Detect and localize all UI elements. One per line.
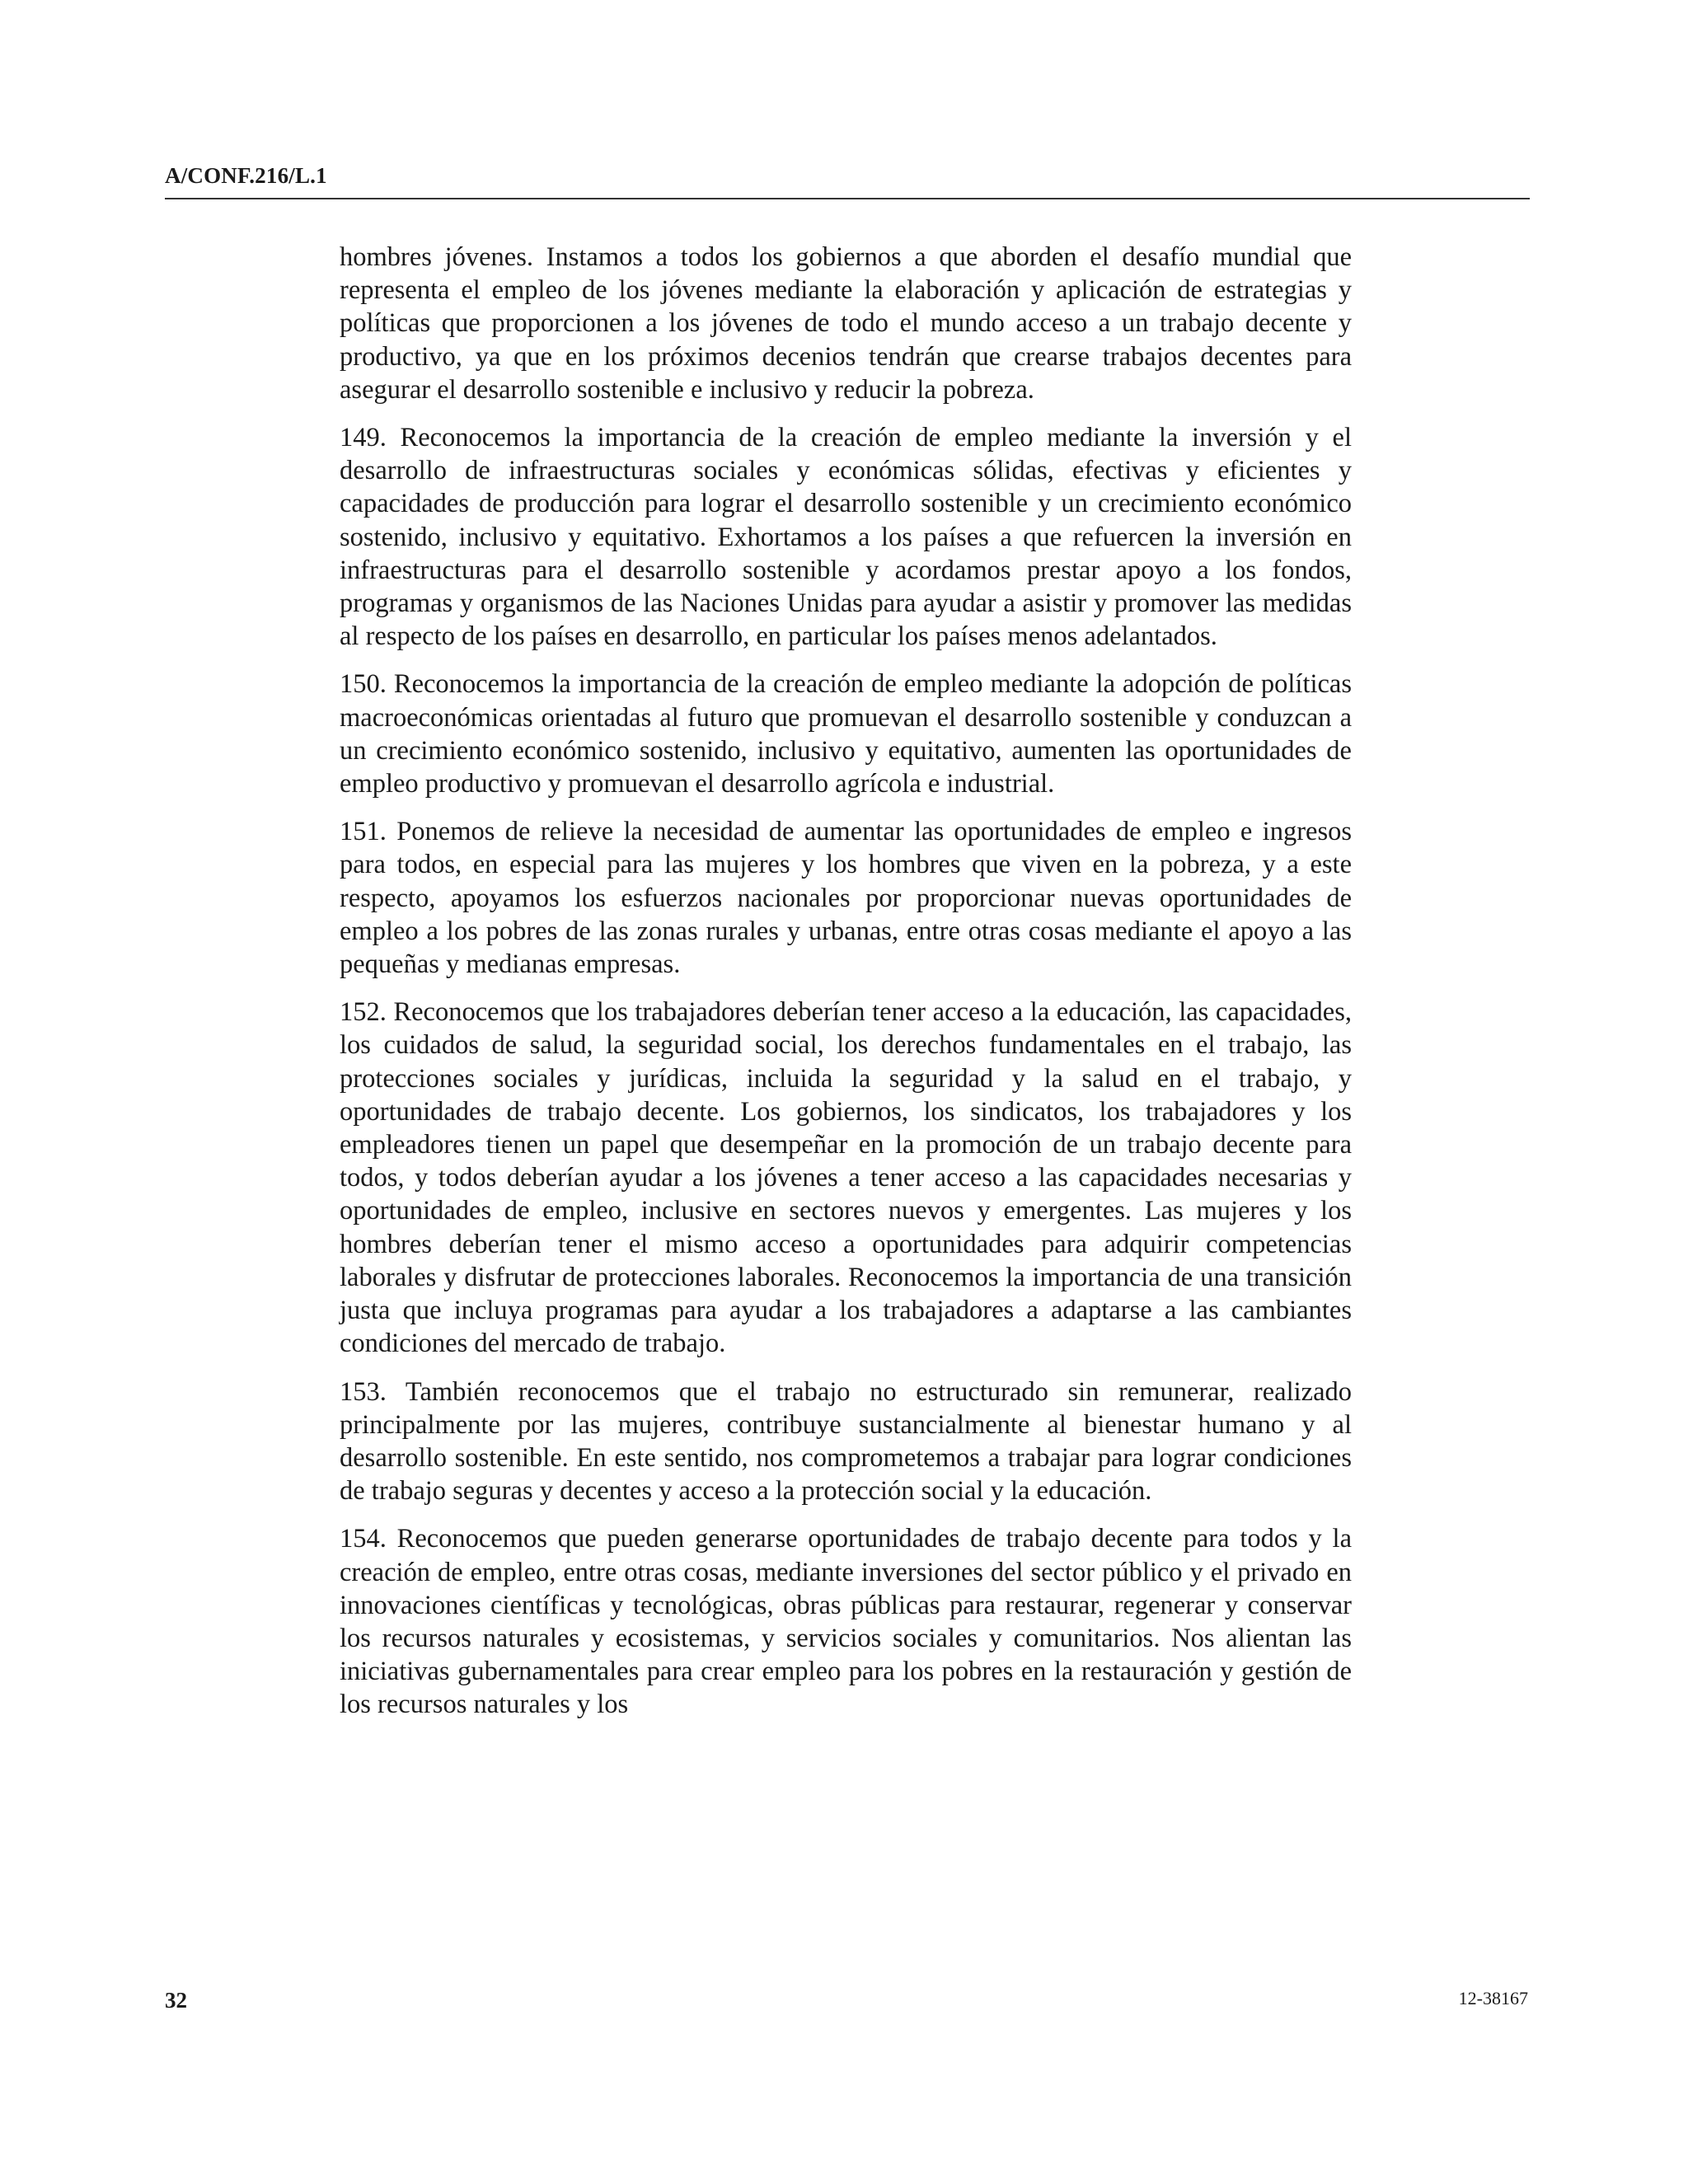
page-number: 32 (165, 1988, 187, 2013)
paragraph-152: 152. Reconocemos que los trabajadores deberían tener acceso a la educación, las capacidades, los cuidados de salud, la seguridad social, los derechos fundamentales en el trabajo, las protecciones sociales y jurídicas, incluida la seguridad y la salud en el trabajo, y oportunidades de trabajo decente. Los gobiernos, los sindicatos, los trabajadores y los empleadores tienen un papel que desempeñar en la promoción de un trabajo decente para todos, y todos deberían ayudar a los jóvenes a tener acceso a las capacidades necesarias y oportunidades de empleo, inclusive en sectores nuevos y emergentes. Las mujeres y los hombres deberían tener el mismo acceso a oportunidades para adquirir competencias laborales y disfrutar de protecciones laborales. Reconocemos la importancia de una transición justa que incluya programas para ayudar a los trabajadores a adaptarse a las cambiantes condiciones del mercado de trabajo. (340, 997, 1352, 1359)
document-body (340, 241, 1352, 1736)
paragraph-continuation: hombres jóvenes. Instamos a todos los gobiernos a que aborden el desafío mundial que representa el empleo de los jóvenes mediante la elaboración y aplicación de estrategias y políticas que proporcionen a los jóvenes de todo el mundo acceso a un trabajo decente y productivo, ya que en los próximos decenios tendrán que crearse trabajos decentes para asegurar el desarrollo sostenible e inclusivo y reducir la pobreza. (340, 242, 1352, 405)
paragraph-153: 153. También reconocemos que el trabajo no estructurado sin remunerar, realizado principalmente por las mujeres, contribuye sustancialmente al bienestar humano y al desarrollo sostenible. En este sentido, nos comprometemos a trabajar para lograr condiciones de trabajo seguras y decentes y acceso a la protección social y la educación. (340, 1376, 1352, 1507)
paragraph-149: 149. Reconocemos la importancia de la creación de empleo mediante la inversión y el desarrollo de infraestructuras sociales y económicas sólidas, efectivas y eficientes y capacidades de producción para lograr el desarrollo sostenible y un crecimiento económico sostenido, inclusivo y equitativo. Exhortamos a los países a que refuercen la inversión en infraestructuras para el desarrollo sostenible y acordamos prestar apoyo a los fondos, programas y organismos de las Naciones Unidas para ayudar a asistir y promover las medidas al respecto de los países en desarrollo, en particular los países menos adelantados. (340, 423, 1352, 652)
paragraph-150: 150. Reconocemos la importancia de la creación de empleo mediante la adopción de políticas macroeconómicas orientadas al futuro que promuevan el desarrollo sostenible y conduzcan a un crecimiento económico sostenido, inclusivo y equitativo, aumenten las oportunidades de empleo productivo y promuevan el desarrollo agrícola e industrial. (340, 669, 1352, 799)
document-symbol: A/CONF.216/L.1 (165, 163, 327, 188)
header-divider (165, 198, 1530, 199)
paragraph-154: 154. Reconocemos que pueden generarse oportunidades de trabajo decente para todos y la creación de empleo, entre otras cosas, mediante inversiones del sector público y el privado en innovaciones científicas y tecnológicas, obras públicas para restaurar, regenerar y conservar los recursos naturales y ecosistemas, y servicios sociales y comunitarios. Nos alientan las iniciativas gubernamentales para crear empleo para los pobres en la restauración y gestión de los recursos naturales y los (340, 1524, 1352, 1720)
document-number: 12-38167 (1458, 1988, 1528, 2008)
paragraph-151: 151. Ponemos de relieve la necesidad de aumentar las oportunidades de empleo e ingresos para todos, en especial para las mujeres y los hombres que viven en la pobreza, y a este respecto, apoyamos los esfuerzos nacionales por proporcionar nuevas oportunidades de empleo a los pobres de las zonas rurales y urbanas, entre otras cosas mediante el apoyo a las pequeñas y medianas empresas. (340, 817, 1352, 980)
